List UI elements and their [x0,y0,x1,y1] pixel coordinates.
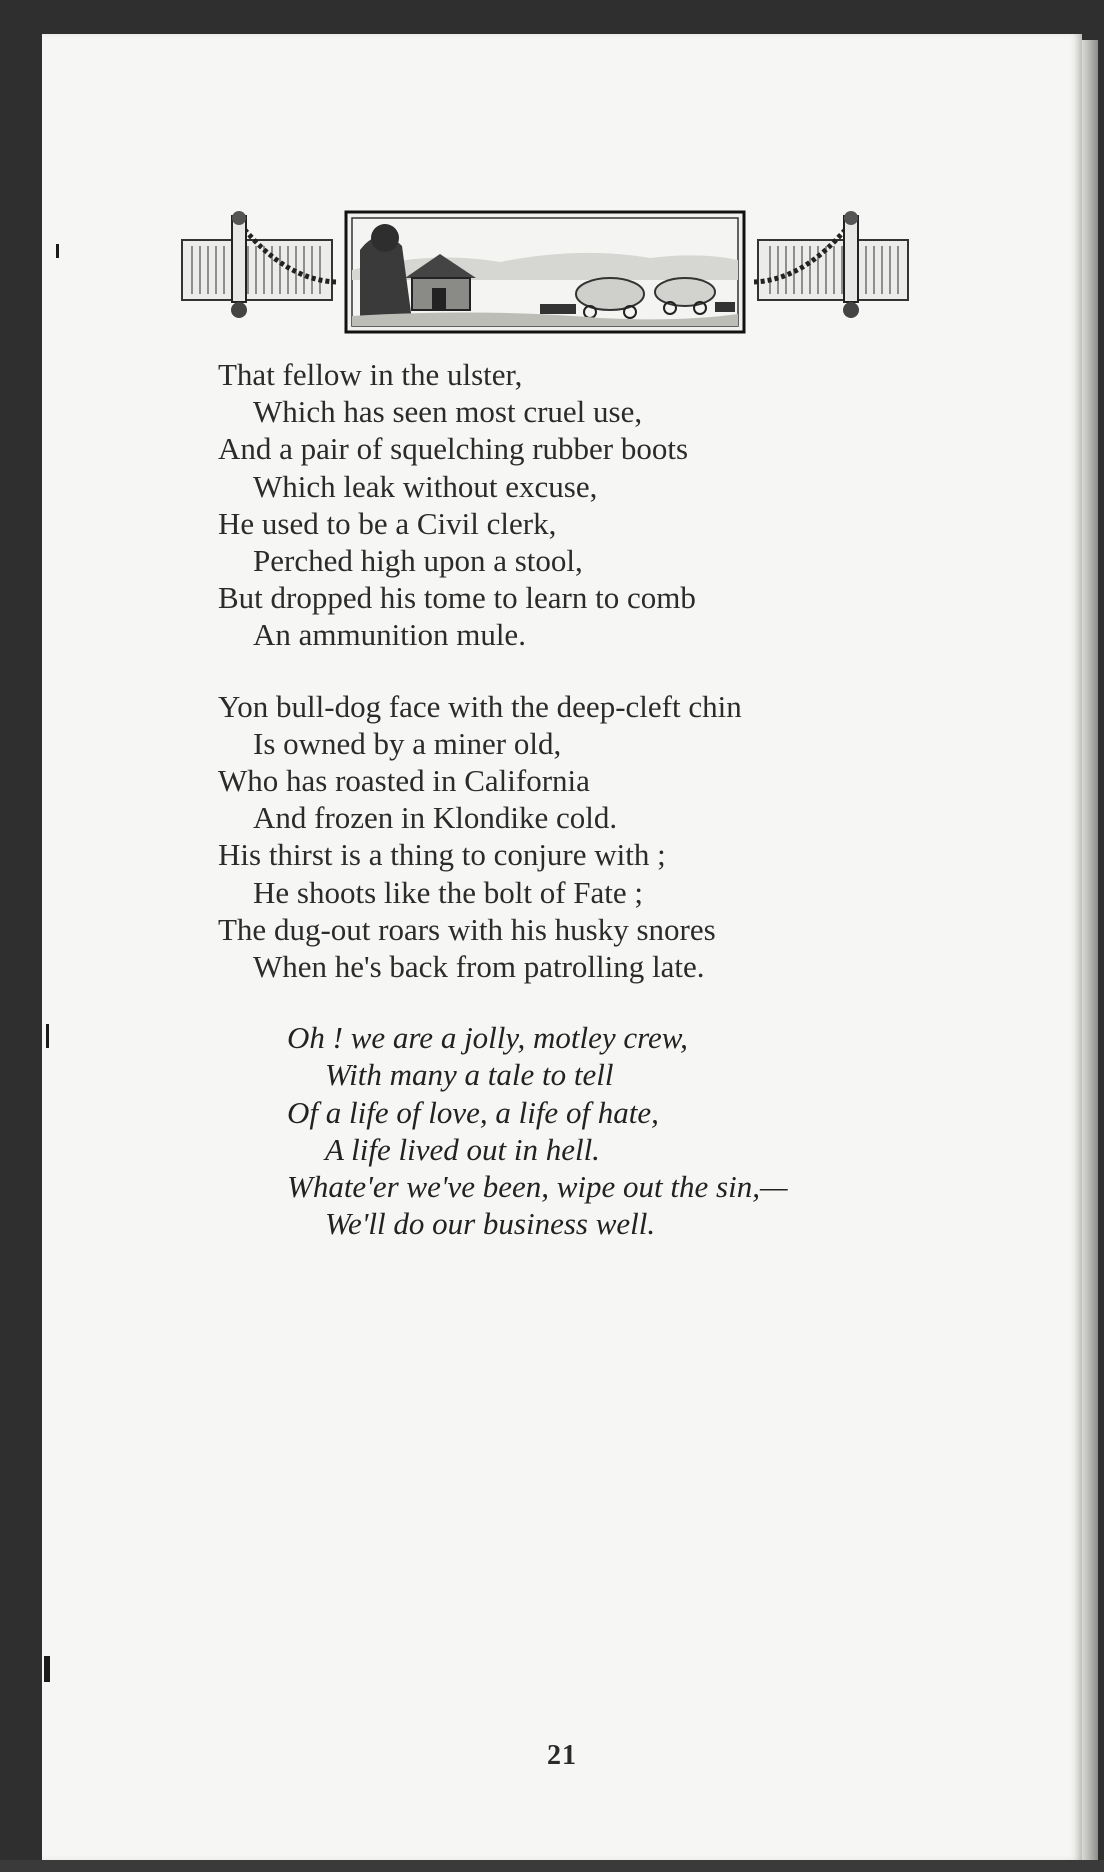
poem-line: Yon bull-dog face with the deep-cleft chin [218,688,742,724]
chorus-stanza [287,1019,918,1242]
poem-line: His thirst is a thing to conjure with ; [218,837,666,873]
chorus-line: With many a tale to tell [325,1057,614,1093]
stanza [218,356,918,654]
poem-line: He used to be a Civil clerk, [218,505,557,541]
chorus-line: We'll do our business well. [325,1206,656,1242]
poem-line: Which leak without excuse, [253,468,598,504]
poem-body [218,356,918,1276]
chorus-line: Of a life of love, a life of hate, [287,1094,659,1130]
poem-line: But dropped his tome to learn to comb [218,580,696,616]
poem-line: Who has roasted in California [218,763,590,799]
frontier-landscape-vignette-icon [180,210,910,338]
poem-line: Perched high upon a stool, [253,543,583,579]
chorus-line: Oh ! we are a jolly, motley crew, [287,1020,688,1056]
poem-line: That fellow in the ulster, [218,357,523,392]
chorus-line: A life lived out in hell. [325,1131,600,1167]
scan-speck [56,244,59,258]
stanza [218,688,918,986]
poem-line: He shoots like the bolt of Fate ; [253,874,644,910]
poem-line: And a pair of squelching rubber boots [218,431,689,467]
poem-line: Is owned by a miner old, [253,725,562,761]
scan-speck [46,1024,49,1048]
scan-speck [44,1656,50,1682]
page-edge-shadow [1082,40,1098,1860]
poem-line: And frozen in Klondike cold. [253,800,618,836]
poem-line: An ammunition mule. [253,617,526,653]
poem-line: Which has seen most cruel use, [253,394,643,430]
poem-line: When he's back from patrolling late. [253,949,705,985]
chorus-line: Whate'er we've been, wipe out the sin,— [287,1169,788,1205]
book-page [42,34,1082,1860]
page-number: 21 [547,1740,577,1771]
page-bottom-edge [0,1860,1104,1872]
poem-line: The dug-out roars with his husky snores [218,911,716,947]
